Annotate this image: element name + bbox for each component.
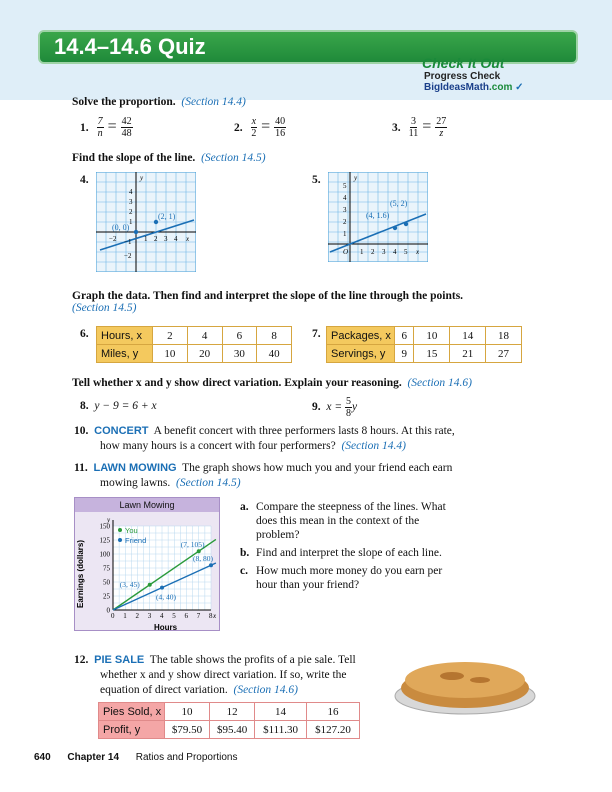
part-b: b. Find and interpret the slope of each line. xyxy=(240,547,442,559)
svg-text:3: 3 xyxy=(343,206,347,214)
lawn-mowing-chart-panel xyxy=(74,497,220,631)
svg-text:1: 1 xyxy=(129,218,133,226)
x-tick-label: 3 xyxy=(147,612,152,620)
svg-text:−2: −2 xyxy=(109,235,117,243)
x-tick-label: 4 xyxy=(160,612,164,620)
y-axis-title: Earnings (dollars) xyxy=(76,539,85,608)
section-1-heading: Solve the proportion. (Section 14.4) xyxy=(72,96,246,108)
table-problem-12: Pies Sold, x 10 12 14 16 Profit, y $79.50 $95.40 $111.30 $127.20 xyxy=(98,702,360,739)
problem-11: 11. LAWN MOWING The graph shows how much you and your friend each earn mowing lawns. (Section 14.5) xyxy=(74,462,453,489)
y-tick-label: 150 xyxy=(99,522,110,531)
svg-text:2: 2 xyxy=(129,208,133,216)
legend-label: You xyxy=(125,526,138,535)
problem-10: 10. CONCERT A benefit concert with three performers lasts 8 hours. At this rate, how many hours is a concert with four performers? (Section 14.4) xyxy=(74,425,455,452)
svg-text:4: 4 xyxy=(174,235,178,243)
part-a: a. Compare the steepness of the lines. What does this mean in the context of the problem? xyxy=(240,501,446,541)
section-3-heading: Graph the data. Then find and interpret the slope of the line through the points. (Section 14.5) xyxy=(72,290,464,314)
problem-1: 1. $\frac{7}{n}$ = $\frac{42}{48}$ xyxy=(80,116,132,139)
x-axis-var: x xyxy=(213,612,217,620)
svg-text:1: 1 xyxy=(360,248,364,256)
data-point xyxy=(148,583,152,587)
y-tick-label: 25 xyxy=(103,592,110,601)
svg-text:3: 3 xyxy=(129,198,133,206)
data-label: (4, 40) xyxy=(156,592,176,602)
data-point xyxy=(160,586,164,590)
x-tick-label: 7 xyxy=(196,612,201,620)
x-tick-label: 6 xyxy=(184,612,188,620)
problem-7-number: 7. xyxy=(312,328,321,340)
svg-text:1: 1 xyxy=(144,235,148,243)
data-label: (8, 80) xyxy=(193,554,213,564)
x-tick-label: 1 xyxy=(123,612,127,620)
table-problem-7: Packages, x 6 10 14 18 Servings, y 9 15 21 27 xyxy=(326,326,522,363)
graph-problem-4 xyxy=(96,172,196,272)
lawn-mowing-chart xyxy=(75,512,221,630)
problem-3: 3. $\frac{3}{11}$ = $\frac{27}{z}$ xyxy=(392,116,447,139)
page-title: 14.4–14.6 Quiz xyxy=(54,34,206,59)
data-point xyxy=(197,549,201,553)
problem-2: 2. $\frac{x}{2}$ = $\frac{40}{16}$ xyxy=(234,116,286,139)
svg-text:4: 4 xyxy=(129,188,133,196)
svg-text:2: 2 xyxy=(154,235,158,243)
svg-text:4: 4 xyxy=(343,194,347,202)
badge-subtitle: Progress Check xyxy=(424,71,501,82)
x-axis-title: Hours xyxy=(154,623,178,630)
svg-text:−1: −1 xyxy=(124,238,132,246)
check-it-out-badge[interactable] xyxy=(422,55,544,99)
problem-12: 12. PIE SALE The table shows the profits of a pie sale. Tell whether x and y show direct variation. If so, write the equation of direct variation. (Section 14.6) xyxy=(74,654,356,696)
data-label: (7, 105) xyxy=(180,540,205,550)
table-problem-6: Hours, x 2 4 6 8 Miles, y 10 20 30 40 xyxy=(96,326,292,363)
part-c: c. How much more money do you earn per hour than your friend? xyxy=(240,565,443,591)
badge-url: BigIdeasMath.com ✓ xyxy=(424,82,524,93)
y-tick-label: 0 xyxy=(106,606,110,615)
graph-problem-5 xyxy=(328,172,428,262)
y-axis-var: y xyxy=(107,516,111,524)
pie-image xyxy=(392,650,538,720)
problem-8: 8. y − 9 = 6 + x xyxy=(80,400,157,412)
svg-text:(0, 0): (0, 0) xyxy=(112,223,130,232)
y-tick-label: 50 xyxy=(103,578,110,587)
svg-text:x: x xyxy=(416,248,420,256)
legend-marker xyxy=(118,538,122,542)
legend-label: Friend xyxy=(125,536,147,545)
problem-4-number: 4. xyxy=(80,174,89,186)
svg-text:y: y xyxy=(140,174,144,182)
x-tick-label: 0 xyxy=(111,612,115,620)
problem-9: 9. x = $\frac{5}{8}$ y xyxy=(312,396,358,419)
svg-text:O: O xyxy=(343,248,349,256)
y-tick-label: 75 xyxy=(103,564,110,573)
svg-text:4: 4 xyxy=(393,248,397,256)
svg-text:2: 2 xyxy=(343,218,347,226)
svg-text:5: 5 xyxy=(343,182,347,190)
svg-text:−2: −2 xyxy=(124,252,132,260)
problem-6-number: 6. xyxy=(80,328,89,340)
section-2-heading: Find the slope of the line. (Section 14.5) xyxy=(72,152,266,164)
legend-marker xyxy=(118,528,122,532)
x-tick-label: 8 xyxy=(209,612,213,620)
svg-text:3: 3 xyxy=(164,235,168,243)
y-tick-label: 125 xyxy=(99,536,110,545)
problem-11-parts xyxy=(240,500,540,592)
y-tick-label: 100 xyxy=(99,550,110,559)
chart-title: Lawn Mowing xyxy=(75,498,219,512)
svg-text:x: x xyxy=(186,235,190,243)
data-label: (3, 45) xyxy=(119,579,140,589)
problem-5-number: 5. xyxy=(312,174,321,186)
svg-text:y: y xyxy=(354,174,358,182)
section-4-heading: Tell whether x and y show direct variation. Explain your reasoning. (Section 14.6) xyxy=(72,377,472,389)
svg-text:(2, 1): (2, 1) xyxy=(158,212,176,221)
svg-text:2: 2 xyxy=(371,248,375,256)
svg-text:(4, 1.6): (4, 1.6) xyxy=(366,211,390,220)
svg-text:(5, 2): (5, 2) xyxy=(390,199,408,208)
checkmark-icon: ✓ xyxy=(515,82,524,93)
svg-text:3: 3 xyxy=(382,248,386,256)
svg-text:1: 1 xyxy=(343,230,347,238)
badge-title: Check It Out xyxy=(422,55,505,71)
footer: 640 Chapter 14 Ratios and Proportions xyxy=(34,752,238,763)
x-tick-label: 2 xyxy=(135,612,139,620)
x-tick-label: 5 xyxy=(172,612,176,620)
svg-text:5: 5 xyxy=(404,248,408,256)
data-point xyxy=(209,563,213,567)
